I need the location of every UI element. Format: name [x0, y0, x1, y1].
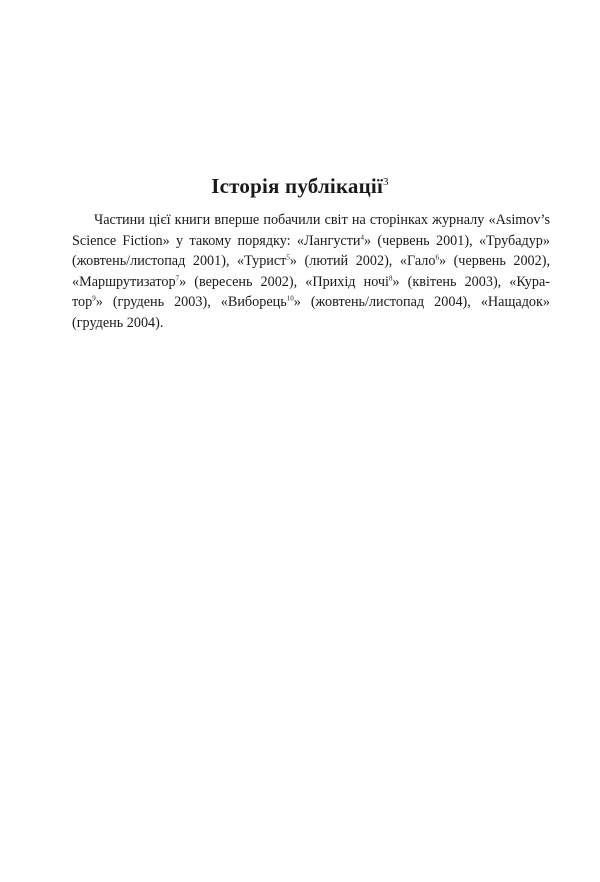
text-run: Частини цієї книги вперше побачили світ на сторінках журналу «Asimov’s: [94, 212, 550, 228]
footnote-marker: 9: [92, 294, 96, 303]
footnote-marker: 8: [389, 273, 393, 282]
text-run: (жовтень/листопад 2001), «Турист: [72, 253, 287, 269]
text-run: Science Fiction» у такому порядку: «Лангусти: [72, 232, 361, 249]
text-run: » (квітень 2003), «Кура-: [392, 273, 550, 290]
text-run: » (лютий 2002), «Гало: [289, 253, 436, 269]
footnote-marker: 4: [360, 232, 365, 241]
paragraph-line: [72, 231, 550, 252]
footnote-marker: 7: [175, 273, 180, 282]
paragraph-line: [72, 251, 550, 272]
text-run: (грудень 2004).: [72, 314, 164, 331]
text-run: » (червень 2002),: [438, 253, 551, 269]
paragraph-line: [72, 210, 550, 231]
footnote-marker: 6: [435, 253, 439, 262]
text-run: » (вересень 2002), «Прихід ночі: [179, 273, 389, 290]
text-run: » (грудень 2003), «Виборець: [95, 294, 287, 310]
text-run: тор: [72, 294, 93, 310]
page-title: [0, 174, 600, 199]
title-text: Історія публікації: [211, 174, 384, 198]
paragraph-line: [72, 292, 550, 313]
publication-history-paragraph: [72, 210, 550, 333]
text-run: «Маршрутизатор: [72, 273, 176, 290]
text-run: » (жовтень/листопад 2004), «Нащадок»: [293, 294, 551, 310]
paragraph-line: [72, 272, 550, 293]
paragraph-line: [72, 313, 550, 334]
footnote-marker: 10: [286, 294, 294, 303]
text-run: » (червень 2001), «Трубадур»: [364, 232, 550, 249]
footnote-marker: 5: [286, 253, 290, 262]
title-footnote-marker: 3: [383, 176, 389, 188]
